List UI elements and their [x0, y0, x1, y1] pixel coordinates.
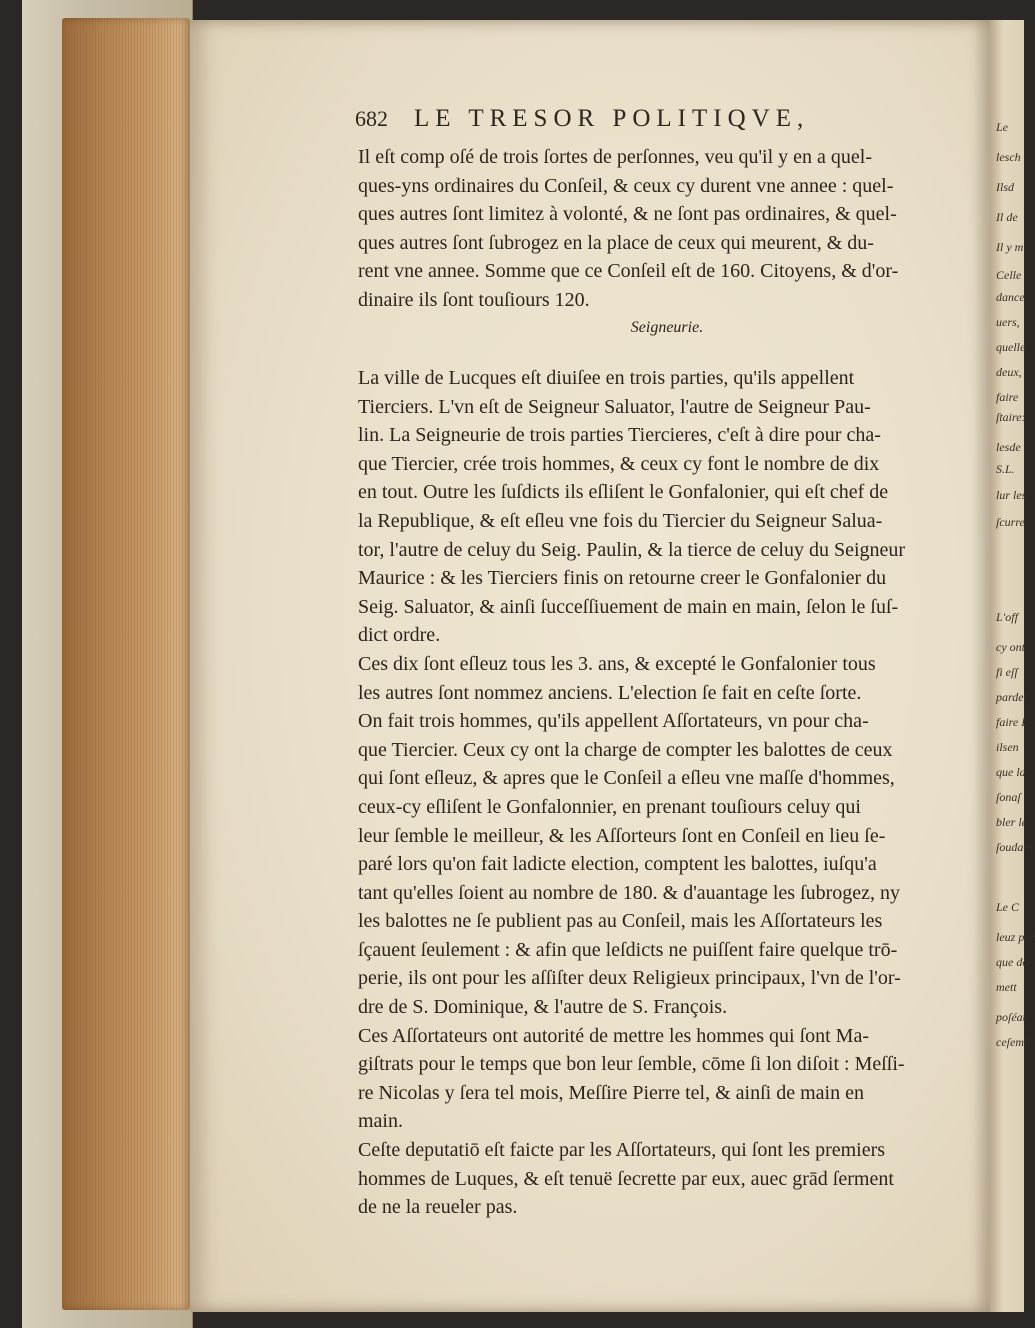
- text-line: La ville de Lucques eſt diuiſee en trois parties, qu'ils appellent: [358, 367, 855, 389]
- text-line: dinaire ils ſont touſiours 120.: [358, 288, 590, 311]
- text-line: Ceſte deputatiō eſt faicte par les Aſſortateurs, qui ſont les premiers: [358, 1139, 886, 1162]
- text-line: dict ordre.: [358, 624, 441, 647]
- margin-fragment: uers,: [996, 315, 1020, 329]
- text-line: ques autres ſont limitez à volonté, & ne ſont pas ordinaires, & quel-: [358, 203, 897, 226]
- margin-fragment: bler le: [996, 815, 1027, 829]
- text-line: leur ſemble le meilleur, & les Aſſorteurs ſont en Conſeil en lieu ſe-: [358, 824, 886, 847]
- text-line: rent vne annee. Somme que ce Conſeil eſt de 160. Citoyens, & d'or-: [358, 260, 899, 283]
- margin-fragment: cy ont: [996, 640, 1025, 654]
- margin-fragment: ſcurre: [996, 515, 1025, 529]
- margin-fragment: Le: [996, 120, 1008, 134]
- text-line: main.: [358, 1110, 403, 1133]
- text-line: en tout. Outre les ſuſdicts ils eſliſent le Gonfalonier, qui eſt chef de: [358, 481, 889, 504]
- margin-fragment: Il y m: [996, 240, 1024, 254]
- margin-fragment: mett: [996, 980, 1017, 994]
- margin-fragment: poſéau: [996, 1010, 1029, 1024]
- margin-fragment: Il de: [996, 210, 1018, 224]
- text-line: paré lors qu'on fait ladicte election, comptent les balottes, iuſqu'a: [358, 853, 877, 876]
- margin-fragment: ilsen: [996, 740, 1019, 754]
- margin-fragment: lur les: [996, 488, 1027, 502]
- text-line: re Nicolas y ſera tel mois, Meſſire Pierre tel, & ainſi de main en: [358, 1081, 864, 1104]
- text-line: Tierciers. L'vn eſt de Seigneur Saluator, l'autre de Seigneur Pau-: [358, 395, 871, 418]
- margin-fragment: ſonaſ: [996, 790, 1021, 804]
- text-line: perie, ils ont pour les aſſiſter deux Religieux principaux, l'vn de l'or-: [358, 967, 901, 990]
- text-line: les balottes ne ſe publient pas au Conſeil, mais les Aſſortateurs les: [358, 910, 883, 933]
- text-line: ques-yns ordinaires du Conſeil, & ceux cy durent vne annee : quel-: [358, 174, 894, 197]
- text-line: dre de S. Dominique, & l'autre de S. François.: [358, 996, 728, 1019]
- margin-fragment: S.L.: [996, 462, 1015, 476]
- margin-fragment: L'off: [996, 610, 1018, 624]
- text-line: ſçauent ſeulement : & afin que leſdicts ne puiſſent faire quelque trō-: [358, 938, 898, 961]
- margin-fragment: que do: [996, 955, 1029, 969]
- margin-fragment: ſoudain: [996, 840, 1033, 854]
- margin-fragment: Ilsd: [996, 180, 1014, 194]
- text-line: Seig. Saluator, & ainſi ſucceſſiuement de main en main, ſelon le ſuſ-: [358, 595, 899, 618]
- margin-fragment: Celle: [996, 268, 1022, 282]
- margin-fragment: leuz par: [996, 930, 1035, 944]
- margin-fragment: lesch: [996, 150, 1021, 164]
- text-line: lin. La Seigneurie de trois parties Tiercieres, c'eſt à dire pour cha-: [358, 424, 881, 447]
- main-text: [358, 364, 976, 1222]
- page-edges: [62, 18, 190, 1310]
- margin-fragment: dance: [996, 290, 1025, 304]
- margin-fragment: fi eſſ: [996, 665, 1018, 679]
- text-line: que Tiercier, crée trois hommes, & ceux cy font le nombre de dix: [358, 452, 880, 475]
- text-line: ques autres ſont ſubrogez en la place de ceux qui meurent, & du-: [358, 231, 874, 254]
- margin-fragment: faire L: [996, 715, 1028, 729]
- text-line: que Tiercier. Ceux cy ont la charge de compter les balottes de ceux: [358, 738, 893, 761]
- margin-fragment: quelle: [996, 340, 1026, 354]
- running-title: LE TRESOR POLITIQVE,: [414, 105, 810, 132]
- text-line: les autres ſont nommez anciens. L'election ſe fait en ceſte ſorte.: [358, 681, 862, 704]
- text-line: tor, l'autre de celuy du Seig. Paulin, & la tierce de celuy du Seigneur: [358, 538, 906, 561]
- text-line: ceux-cy eſliſent le Gonfalonnier, en prenant touſiours celuy qui: [358, 795, 861, 818]
- text-line: On fait trois hommes, qu'ils appellent Aſſortateurs, vn pour cha-: [358, 710, 869, 733]
- margin-fragment: pardel: [996, 690, 1027, 704]
- text-line: Ces Aſſortateurs ont autorité de mettre les hommes qui ſont Ma-: [358, 1024, 870, 1047]
- margin-fragment: ceſemb: [996, 1035, 1030, 1049]
- text-line: giſtrats pour le temps que bon leur ſemble, cōme ſi lon diſoit : Meſſi-: [358, 1053, 905, 1076]
- margin-fragment: ſtaire:: [996, 410, 1026, 424]
- text-line: de ne la reueler pas.: [358, 1196, 518, 1219]
- text-line: hommes de Luques, & eſt tenuë ſecrette par eux, auec grād ſerment: [358, 1167, 894, 1190]
- page-header: [355, 105, 915, 141]
- intro-paragraph: [358, 143, 976, 315]
- page-number: 682: [355, 106, 388, 131]
- text-line: Il eſt comp oſé de trois ſortes de perſonnes, veu qu'il y en a quel-: [358, 146, 873, 168]
- text-line: la Republique, & eſt eſleu vne fois du Tiercier du Seigneur Salua-: [358, 509, 883, 532]
- section-heading: Seigneurie.: [630, 319, 704, 336]
- margin-fragment: faire: [996, 390, 1019, 404]
- margin-fragment: que la: [996, 765, 1026, 779]
- text-line: tant qu'elles ſoient au nombre de 180. & d'auantage les ſubrogez, ny: [358, 881, 901, 904]
- margin-fragment: deux,: [996, 365, 1022, 379]
- text-line: qui ſont eſleuz, & apres que le Conſeil a eſleu vne maſſe d'hommes,: [358, 767, 895, 790]
- margin-fragment: Le C: [996, 900, 1020, 914]
- facing-page-edge: [990, 20, 1035, 1312]
- margin-fragment: lesde: [996, 440, 1021, 454]
- text-line: Ces dix ſont eſleuz tous les 3. ans, & excepté le Gonfalonier tous: [358, 652, 876, 675]
- text-line: Maurice : & les Tierciers finis on retourne creer le Gonfalonier du: [358, 567, 887, 590]
